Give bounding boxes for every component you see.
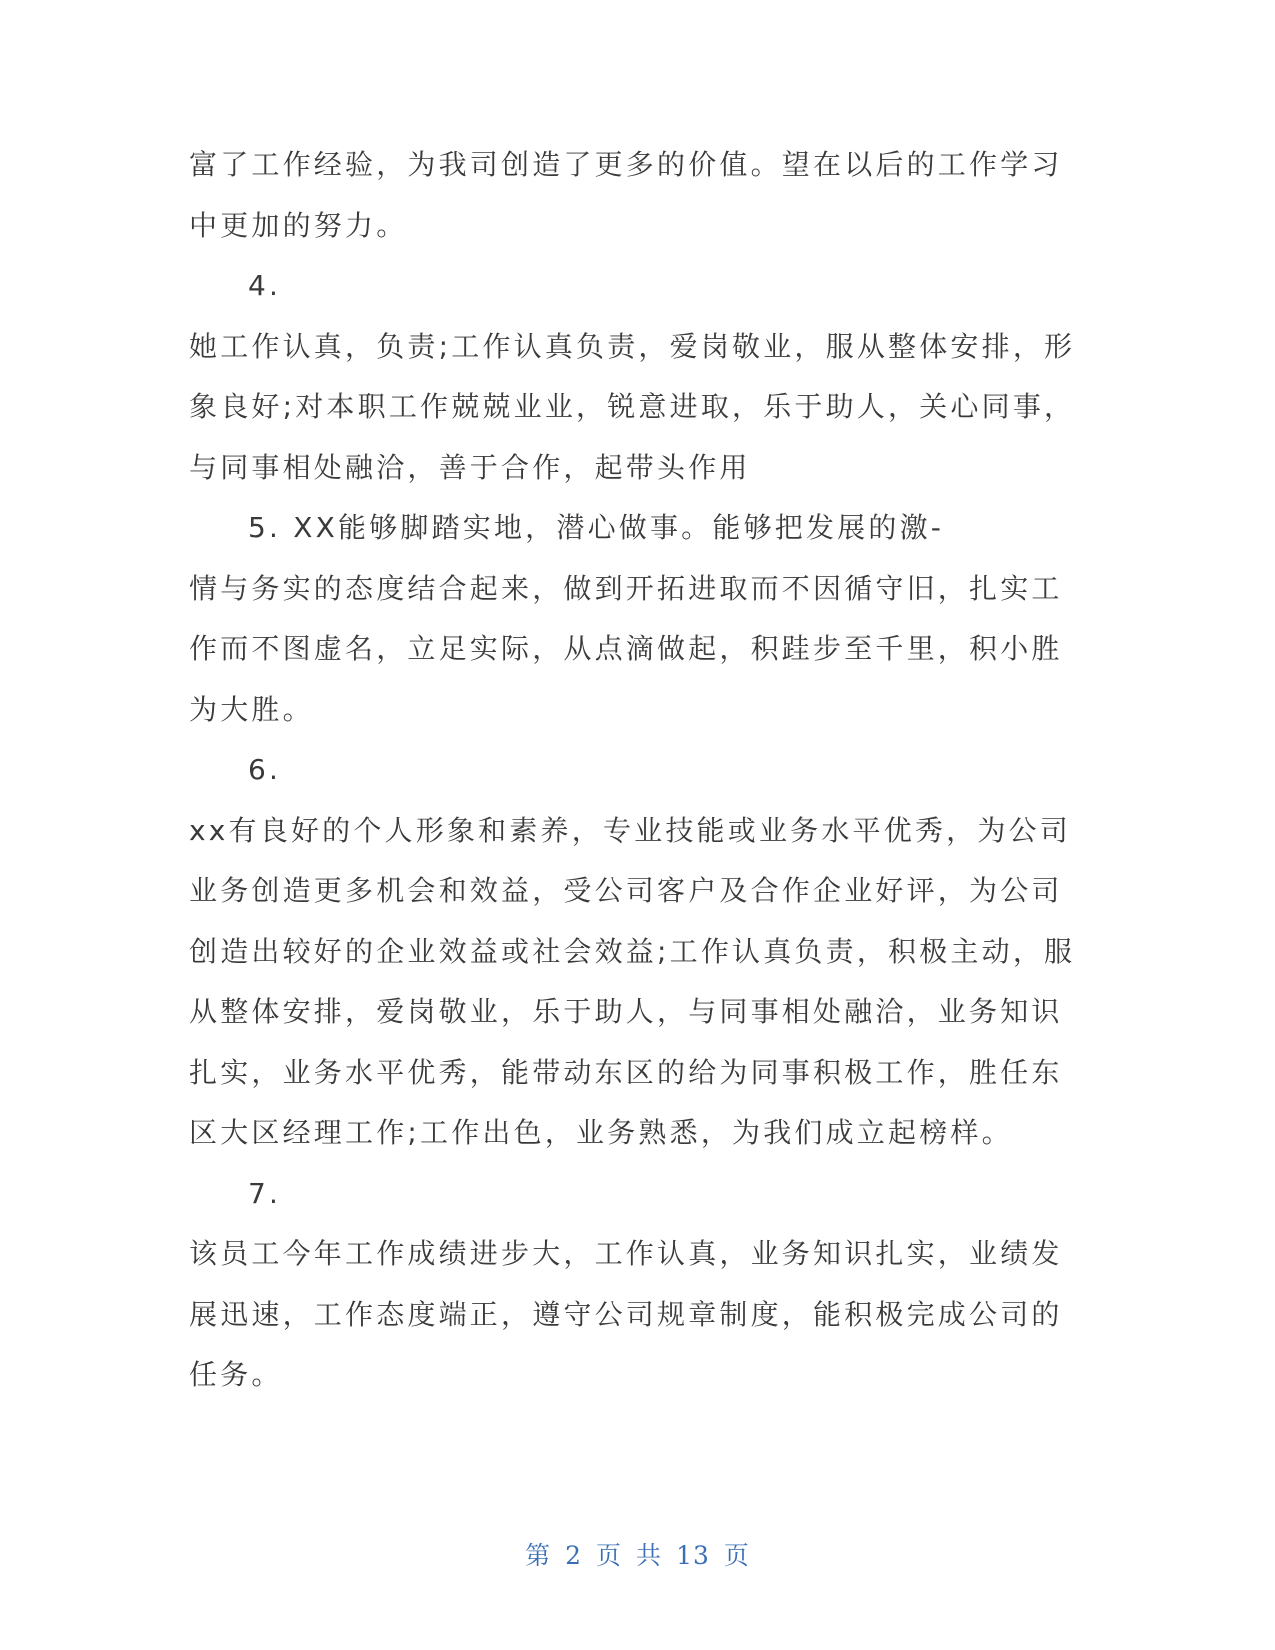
footer-current-page: 2 (565, 1541, 583, 1570)
text-line: 富了工作经验，为我司创造了更多的价值。望在以后的工作学习 (189, 148, 1063, 181)
text-line: 为大胜。 (189, 692, 314, 726)
footer-suffix: 页 (723, 1541, 750, 1570)
text-line: 情与务实的态度结合起来，做到开拓进取而不因循守旧，扎实工 (189, 571, 1063, 605)
text-line: 展迅速，工作态度端正，遵守公司规章制度，能积极完成公司的 (189, 1297, 1063, 1331)
item-heading-line: 5. XX能够脚踏实地，潜心做事。能够把发展的激- (248, 511, 945, 544)
text-line: 任务。 (189, 1358, 283, 1391)
text-line: 从整体安排，爱岗敬业，乐于助人，与同事相处融洽，业务知识 (189, 995, 1063, 1028)
text-line: 中更加的努力。 (189, 208, 408, 242)
text-line: 与同事相处融洽，善于合作，起带头作用 (189, 450, 751, 484)
footer-prefix: 第 (525, 1541, 552, 1570)
text-line: 象良好;对本职工作兢兢业业，锐意进取，乐于助人，关心同事， (189, 390, 1076, 423)
text-line: 区大区经理工作;工作出色，业务熟悉，为我们成立起榜样。 (189, 1116, 1013, 1149)
text-line: xx有良好的个人形象和素养，专业技能或业务水平优秀，为公司 (189, 813, 1071, 847)
document-body (189, 135, 1089, 1406)
footer-page-word: 页 (596, 1541, 623, 1570)
text-line: 创造出较好的企业效益或社会效益;工作认真负责，积极主动，服 (189, 934, 1076, 968)
item-number: 4. (248, 269, 282, 302)
text-line: 作而不图虚名，立足实际，从点滴做起，积跬步至千里，积小胜 (189, 632, 1063, 665)
footer-total-pages: 13 (676, 1541, 710, 1570)
text-line: 她工作认真，负责;工作认真负责，爱岗敬业，服从整体安排，形 (189, 329, 1076, 363)
item-number: 6. (248, 753, 282, 786)
page-footer (0, 1536, 1275, 1572)
item-number: 7. (248, 1176, 282, 1210)
text-line: 扎实，业务水平优秀，能带动东区的给为同事积极工作，胜任东 (189, 1055, 1063, 1089)
text-line: 该员工今年工作成绩进步大，工作认真，业务知识扎实，业绩发 (189, 1237, 1063, 1270)
text-line: 业务创造更多机会和效益，受公司客户及合作企业好评，为公司 (189, 874, 1063, 907)
footer-total-word: 共 (636, 1541, 663, 1570)
